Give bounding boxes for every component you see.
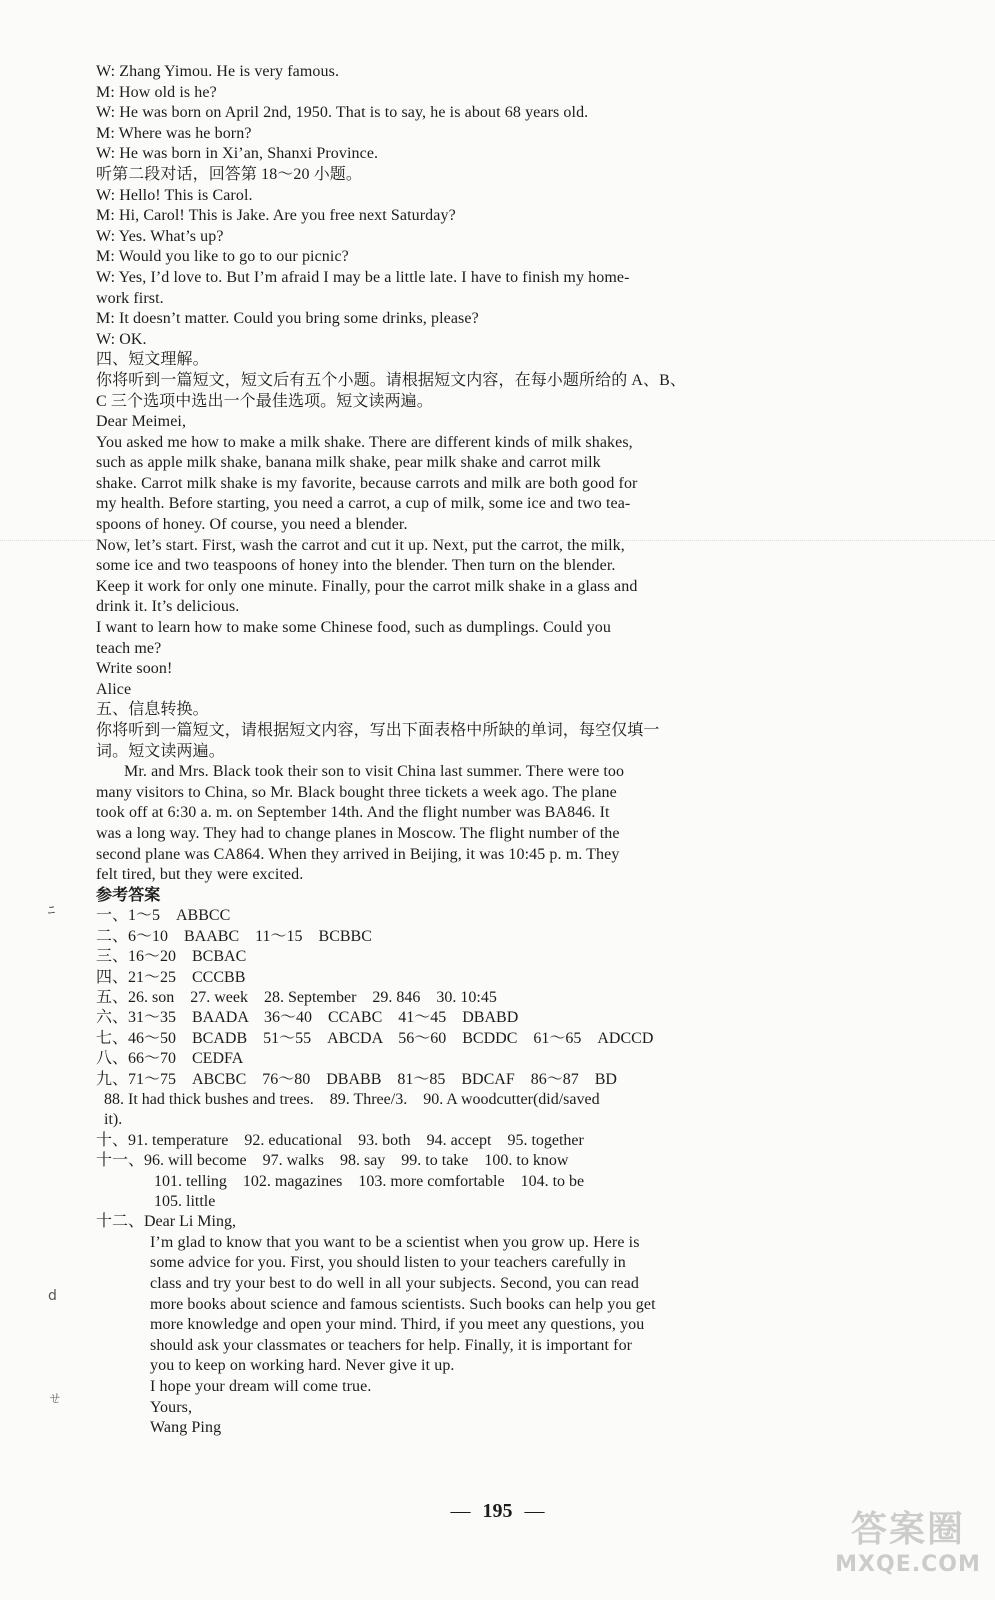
dialogue-section	[96, 62, 736, 350]
instruction-line: C 三个选项中选出一个最佳选项。短文读两遍。	[96, 392, 433, 410]
dialogue-line: W: Hello! This is Carol.	[96, 186, 253, 204]
letter-line: teach me?	[96, 639, 162, 657]
sample-essay	[96, 1233, 736, 1439]
answer-key	[96, 886, 736, 1439]
section-5	[96, 700, 736, 885]
passage-line: was a long way. They had to change planes in Moscow. The flight number of the	[96, 824, 620, 842]
passage-line: Mr. and Mrs. Black took their son to visit China last summer. There were too	[124, 763, 625, 781]
letter-line: Keep it work for only one minute. Finally, pour the carrot milk shake in a glass and	[96, 577, 638, 595]
passage-line: took off at 6:30 a. m. on September 14th. And the flight number was BA846. It	[96, 804, 610, 822]
answer-line: 十、91. temperature 92. educational 93. both 94. accept 95. together	[96, 1131, 584, 1149]
answer-line-cont: it).	[104, 1111, 123, 1129]
dialogue-line: M: Would you like to go to our picnic?	[96, 248, 349, 266]
letter-line: You asked me how to make a milk shake. There are different kinds of milk shakes,	[96, 433, 633, 451]
letter-line: drink it. It’s delicious.	[96, 598, 240, 616]
answer-line: 一、1～5 ABBCC	[96, 907, 231, 925]
dialogue-line: M: It doesn’t matter. Could you bring some drinks, please?	[96, 310, 479, 328]
section-heading: 四、短文理解。	[96, 351, 209, 369]
dialogue-line: W: He was born on April 2nd, 1950. That is to say, he is about 68 years old.	[96, 104, 589, 122]
essay-line: Wang Ping	[150, 1419, 222, 1437]
dialogue-line: work first.	[96, 289, 164, 307]
answer-line: 四、21～25 CCCBB	[96, 968, 246, 986]
dialogue-line: M: How old is he?	[96, 83, 217, 101]
letter-line: my health. Before starting, you need a carrot, a cup of milk, some ice and two tea-	[96, 495, 631, 513]
margin-mark: ㄝ	[48, 1391, 62, 1407]
answer-line: 十二、Dear Li Ming,	[96, 1213, 236, 1231]
letter-line: spoons of honey. Of course, you need a blender.	[96, 516, 408, 534]
dialogue-line: W: He was born in Xi’an, Shanxi Province.	[96, 145, 379, 163]
essay-line: Yours,	[150, 1398, 193, 1416]
answer-line-cont: 105. little	[154, 1193, 216, 1211]
answer-line: 六、31～35 BAADA 36～40 CCABC 41～45 DBABD	[96, 1009, 519, 1027]
section-heading: 五、信息转换。	[96, 701, 209, 719]
essay-line: I hope your dream will come true.	[150, 1378, 372, 1395]
letter-line: such as apple milk shake, banana milk shake, pear milk shake and carrot milk	[96, 454, 601, 472]
page-number: — 195 —	[450, 1500, 545, 1522]
letter-line: I want to learn how to make some Chinese food, such as dumplings. Could you	[96, 619, 611, 637]
dialogue-line: W: Zhang Yimou. He is very famous.	[96, 63, 340, 80]
watermark-text: 答案圈	[850, 1509, 965, 1550]
letter-line: some ice and two teaspoons of honey into the blender. Then turn on the blender.	[96, 557, 616, 575]
essay-line: some advice for you. First, you should listen to your teachers carefully in	[150, 1254, 626, 1272]
answer-line: 十一、96. will become 97. walks 98. say 99. to take 100. to know	[96, 1152, 569, 1170]
section-4	[96, 350, 736, 700]
answer-line: 五、26. son 27. week 28. September 29. 846 30. 10:45	[96, 988, 497, 1006]
answer-line: 九、71～75 ABCBC 76～80 DBABB 81～85 BDCAF 86～87 BD	[96, 1070, 617, 1088]
page-number-value: 195	[482, 1500, 513, 1522]
essay-line: class and try your best to do well in all your subjects. Second, you can read	[150, 1275, 639, 1293]
page-content	[96, 62, 736, 1439]
essay-line: I’m glad to know that you want to be a scientist when you grow up. Here is	[150, 1233, 640, 1251]
answer-line: 八、66～70 CEDFA	[96, 1050, 244, 1068]
dialogue-line: W: OK.	[96, 330, 147, 348]
dialogue-line: W: Yes, I’d love to. But I’m afraid I may be a little late. I have to finish my home-	[96, 268, 630, 286]
dialogue-line: W: Yes. What’s up?	[96, 227, 224, 245]
letter-line: Now, let’s start. First, wash the carrot and cut it up. Next, put the carrot, the milk,	[96, 536, 625, 554]
answer-line-cont: 88. It had thick bushes and trees. 89. Three/3. 90. A woodcutter(did/saved	[104, 1091, 600, 1108]
answer-line: 二、6～10 BAABC 11～15 BCBBC	[96, 927, 372, 945]
letter-line: Write soon!	[96, 660, 173, 678]
answer-line: 三、16～20 BCBAC	[96, 948, 247, 966]
answer-line: 七、46～50 BCADB 51～55 ABCDA 56～60 BCDDC 61～65 ADCCD	[96, 1029, 654, 1047]
passage-line: second plane was CA864. When they arrived in Beijing, it was 10:45 p. m. They	[96, 845, 620, 863]
dialogue-line: M: Hi, Carol! This is Jake. Are you free next Saturday?	[96, 207, 456, 225]
instruction-line: 你将听到一篇短文，短文后有五个小题。请根据短文内容，在每小题所给的 A、B、	[96, 371, 687, 389]
letter-line: shake. Carrot milk shake is my favorite, because carrots and milk are both good for	[96, 474, 638, 492]
margin-mark: ﾆ	[48, 903, 55, 919]
margin-mark: d	[48, 1288, 57, 1304]
dialogue-instruction: 听第二段对话，回答第 18～20 小题。	[96, 165, 363, 183]
passage-line: many visitors to China, so Mr. Black bought three tickets a week ago. The plane	[96, 783, 617, 801]
watermark-logo	[833, 1509, 983, 1592]
letter-line: Dear Meimei,	[96, 413, 187, 431]
essay-line: more knowledge and open your mind. Third, if you meet any questions, you	[150, 1316, 645, 1334]
answer-key-heading: 参考答案	[96, 886, 161, 904]
watermark-url: MXQE.COM	[835, 1552, 981, 1577]
instruction-line: 词。短文读两遍。	[96, 742, 225, 760]
essay-line: should ask your classmates or teachers for help. Finally, it is important for	[150, 1336, 633, 1354]
essay-line: you to keep on working hard. Never give it up.	[150, 1357, 455, 1375]
dialogue-line: M: Where was he born?	[96, 124, 252, 142]
essay-line: more books about science and famous scientists. Such books can help you get	[150, 1295, 656, 1313]
letter-line: Alice	[96, 680, 132, 698]
answer-line-cont: 101. telling 102. magazines 103. more comfortable 104. to be	[154, 1172, 585, 1190]
passage-line: felt tired, but they were excited.	[96, 866, 304, 884]
instruction-line: 你将听到一篇短文，请根据短文内容，写出下面表格中所缺的单词，每空仅填一	[96, 722, 660, 739]
